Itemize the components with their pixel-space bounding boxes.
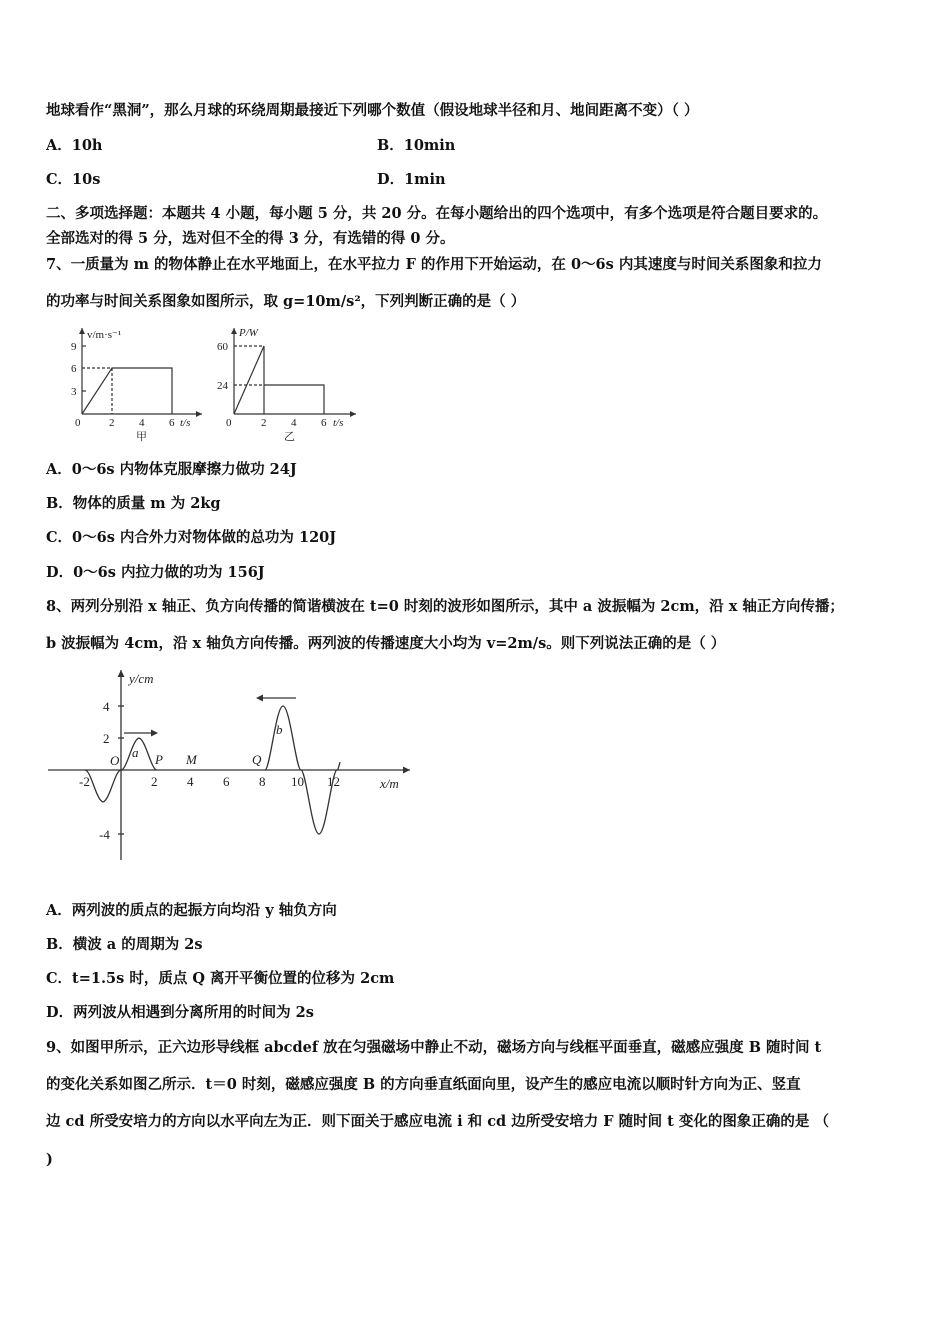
- wave-origin: O: [110, 753, 120, 768]
- q7-option-d[interactable]: D．0～6s 内拉力做的功为 156J: [46, 564, 265, 581]
- jia-xlabel: t/s: [180, 417, 191, 429]
- q8-stem-line2: b 波振幅为 4cm，沿 x 轴负方向传播。两列波的传播速度大小均为 v=2m/s。则下列说法正确的是（ ）: [46, 635, 726, 652]
- wave-label-a: a: [132, 745, 139, 760]
- q7-stem-line1: 7、一质量为 m 的物体静止在水平地面上，在水平拉力 F 的作用下开始运动，在 0～6s 内其速度与时间关系图象和拉力: [46, 256, 822, 273]
- q7-stem-line2: 的功率与时间关系图象如图所示，取 g=10m/s²，下列判断正确的是（ ）: [46, 293, 526, 310]
- yi-ytick-60: 60: [217, 341, 228, 353]
- section2-heading-line1: 二、多项选择题：本题共 4 小题，每小题 5 分，共 20 分。在每小题给出的四个选项中，有多个选项是符合题目要求的。: [46, 205, 828, 222]
- q8-option-c[interactable]: C．t=1.5s 时，质点 Q 离开平衡位置的位移为 2cm: [46, 970, 395, 987]
- jia-ytick-9: 9: [71, 341, 77, 353]
- wave-xtick-neg2: -2: [79, 774, 90, 789]
- q8-option-d[interactable]: D．两列波从相遇到分离所用的时间为 2s: [46, 1004, 314, 1021]
- q9-stem-line2: 的变化关系如图乙所示．t＝0 时刻，磁感应强度 B 的方向垂直纸面向里，设产生的感应电流以顺时针方向为正、竖直: [46, 1076, 801, 1093]
- yi-ylabel: P/W: [239, 327, 258, 339]
- yi-xlabel: t/s: [333, 417, 344, 429]
- q9-stem-line1: 9、如图甲所示，正六边形导线框 abcdef 放在匀强磁场中静止不动，磁场方向与线框平面垂直，磁感应强度 B 随时间 t: [46, 1039, 822, 1056]
- section2-heading-line2: 全部选对的得 5 分，选对但不全的得 3 分，有选错的得 0 分。: [46, 230, 455, 247]
- q8-option-a[interactable]: A．两列波的质点的起振方向均沿 y 轴负方向: [46, 902, 337, 919]
- q9-stem-line4: ): [46, 1151, 53, 1168]
- wave-label-P: P: [155, 752, 163, 767]
- wave-label-Q: Q: [252, 752, 262, 767]
- wave-xtick-4: 4: [187, 774, 194, 789]
- wave-label-b: b: [276, 722, 283, 737]
- q7-graph-yi: [214, 322, 364, 447]
- wave-ytick-4: 4: [103, 699, 110, 714]
- q7-option-c[interactable]: C．0～6s 内合外力对物体做的总功为 120J: [46, 529, 337, 546]
- yi-origin: 0: [226, 417, 232, 429]
- wave-xtick-6: 6: [223, 774, 230, 789]
- jia-xtick-2: 2: [109, 417, 115, 429]
- wave-xtick-10: 10: [291, 774, 304, 789]
- q6-option-b[interactable]: B．10min: [377, 137, 456, 154]
- q6-stem: 地球看作“黑洞”，那么月球的环绕周期最接近下列哪个数值（假设地球半径和月、地间距离不变）（ ）: [46, 102, 699, 119]
- jia-ytick-3: 3: [71, 386, 77, 398]
- yi-xtick-4: 4: [291, 417, 297, 429]
- yi-xtick-6: 6: [321, 417, 327, 429]
- wave-ytick-2: 2: [103, 731, 110, 746]
- q7-graph-jia: [66, 322, 206, 447]
- yi-xtick-2: 2: [261, 417, 267, 429]
- yi-caption: 乙: [284, 431, 295, 443]
- wave-label-M: M: [186, 752, 197, 767]
- wave-ylabel: y/cm: [129, 671, 154, 686]
- jia-xtick-6: 6: [169, 417, 175, 429]
- wave-xtick-2: 2: [151, 774, 158, 789]
- wave-xlabel: x/m: [380, 776, 399, 791]
- jia-ytick-6: 6: [71, 363, 77, 375]
- yi-ytick-24: 24: [217, 380, 228, 392]
- q8-wave-graph: [46, 662, 426, 867]
- q9-stem-line3: 边 cd 所受安培力的方向以水平向左为正．则下面关于感应电流 i 和 cd 边所受安培力 F 随时间 t 变化的图象正确的是 （: [46, 1113, 829, 1130]
- wave-ytick-neg4: -4: [99, 827, 110, 842]
- jia-xtick-4: 4: [139, 417, 145, 429]
- q8-option-b[interactable]: B．横波 a 的周期为 2s: [46, 936, 203, 953]
- q6-option-d[interactable]: D．1min: [377, 171, 446, 188]
- q6-option-c[interactable]: C．10s: [46, 171, 101, 188]
- q7-option-b[interactable]: B．物体的质量 m 为 2kg: [46, 495, 221, 512]
- jia-origin: 0: [75, 417, 81, 429]
- q6-option-a[interactable]: A．10h: [46, 137, 103, 154]
- q8-stem-line1: 8、两列分别沿 x 轴正、负方向传播的简谐横波在 t=0 时刻的波形如图所示，其中 a 波振幅为 2cm，沿 x 轴正方向传播；: [46, 598, 844, 615]
- wave-xtick-12: 12: [327, 774, 340, 789]
- jia-ylabel: v/m·s⁻¹: [87, 329, 122, 341]
- wave-xtick-8: 8: [259, 774, 266, 789]
- q7-option-a[interactable]: A．0～6s 内物体克服摩擦力做功 24J: [46, 461, 297, 478]
- jia-caption: 甲: [136, 431, 147, 443]
